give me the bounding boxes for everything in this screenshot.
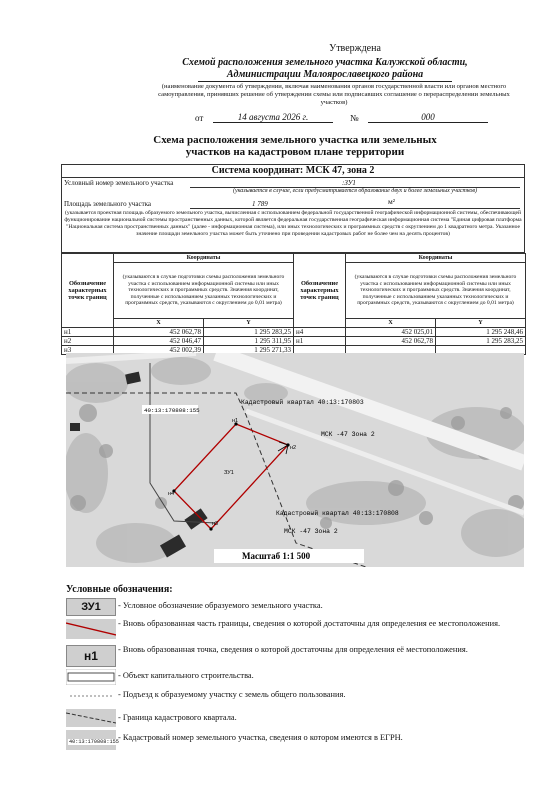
x-header-right: X <box>346 319 436 328</box>
coords-note-right: (указываются в случае подготовки схемы расположения земельного участка с использованием информационной системы или иных технологических и программных средств. Значения координат, полученные с использованием указанных технологических и программных средств, указываются с округлением до 0,01 метра) <box>346 263 526 319</box>
page-title <box>100 134 490 158</box>
x-header-left: X <box>114 319 204 328</box>
neighbour-parcel-boundary <box>150 363 216 523</box>
parcel-value: :ЗУ1 <box>190 179 520 188</box>
point-id: н4 <box>294 328 346 337</box>
legend-symbol-cad-number: 40:13:170808:155 <box>69 739 119 745</box>
coord-system: Система координат: МСК 47, зона 2 <box>61 165 525 178</box>
area-label: Площадь земельного участка <box>64 200 152 208</box>
approved-label: Утверждена <box>329 43 381 54</box>
title-line1: Схема расположения земельного участка или земельных <box>153 134 437 146</box>
point-id: н3 <box>62 346 114 355</box>
map-drawing <box>66 353 524 567</box>
map-cad-number: 40:13:170808:155 <box>144 407 200 414</box>
coordinates-table <box>61 253 526 355</box>
area-value: 1 789 <box>190 200 520 209</box>
map-point-n4: н4 <box>168 491 175 497</box>
coords-header-left: Координаты <box>114 254 294 263</box>
doc-name-line1: Схемой расположения земельного участка Калужской области, <box>182 57 468 68</box>
map-msk-bottom: МСК -47 Зона 2 <box>284 528 338 535</box>
parcel-label: Условный номер земельного участка <box>64 179 174 187</box>
cadastral-map <box>66 353 524 567</box>
coords-note-left: (указываются в случае подготовки схемы расположения земельного участка с использованием информационной системы или иных технологических и программных средств. Значения координат, полученные с использованием указанных технологических и программных средств, указываются с округлением до 0,01 метра) <box>114 263 294 319</box>
parcel-boundary <box>174 424 288 529</box>
legend-symbol-zu1: ЗУ1 <box>66 598 116 616</box>
legend-text-building: - Объект капитального строительства. <box>118 671 254 680</box>
map-point-n1: н1 <box>232 418 239 424</box>
point-id: н1 <box>294 337 346 346</box>
legend-text-new-border: - Вновь образованная часть границы, сведения о которой достаточны для определения ее местоположения. <box>118 619 501 628</box>
coords-header-right: Координаты <box>346 254 526 263</box>
map-parcel-label: ЗУ1 <box>224 470 234 476</box>
map-point-n2: н2 <box>290 445 297 451</box>
legend-text-access: - Подъезд к образуемому участку с земель общего пользования. <box>118 690 346 699</box>
doc-name-note: (наименование документа об утверждении, включая наименования органов государственной власти или органов местного самоуправления, принявших решение об утверждении схемы или подписавших соглашение о перераспределении земельных участков) <box>158 83 510 106</box>
point-header-left: Обозначение характерных точек границ <box>62 254 114 328</box>
legend-symbol-new-point: н1 <box>66 645 116 667</box>
doc-name <box>170 57 480 82</box>
title-line2: участков на кадастровом плане территории <box>185 146 405 158</box>
area-note: (указывается проектная площадь образуемого земельного участка, вычисленная с использованием федеральной государственной географической информационной системы, обеспечивающей функционирование национальной системы пространственных данных, которой является федеральная государственная географическая информационная система "Единая цифровая платформа "Национальная система пространственных данных" (далее - информационная система), или иных технологических и программных средств с округлением до 1 квадратного метра. Указанное значение площади земельного участка может быть уточнено при проведении кадастровых работ не более чем на десять процентов) <box>64 210 522 237</box>
point-x: 452 062,78 <box>114 328 204 337</box>
number-label: № <box>350 113 359 123</box>
point-x: 452 062,78 <box>346 337 436 346</box>
y-header-right: Y <box>436 319 526 328</box>
y-header-left: Y <box>204 319 294 328</box>
point-y: 1 295 271,33 <box>204 346 294 355</box>
map-cad-quarter-bottom: Кадастровый квартал 40:13:170808 <box>276 510 399 517</box>
table-row <box>62 337 526 346</box>
point-id: н2 <box>62 337 114 346</box>
point-x: 452 025,01 <box>346 328 436 337</box>
map-scale: Масштаб 1:1 500 <box>242 551 311 561</box>
table-row <box>62 328 526 337</box>
point-header-right: Обозначение характерных точек границ <box>294 254 346 328</box>
legend-symbol-new-border <box>66 619 116 639</box>
parcel-note: (указывается в случае, если предусматривается образование двух и более земельных участков) <box>232 188 478 194</box>
point-y: 1 295 248,46 <box>436 328 526 337</box>
legend-text-quarter-border: - Граница кадастрового квартала. <box>118 713 237 722</box>
approval-number: 000 <box>368 112 488 123</box>
map-cad-quarter-top: Кадастровый квартал 40:13:170803 <box>241 399 364 406</box>
legend-text-zu1: - Условное обозначение образуемого земельного участка. <box>118 601 323 610</box>
legend-text-new-point: - Вновь образованная точка, сведения о которой достаточны для определения её местоположения. <box>118 645 468 654</box>
point-y: 1 295 283,25 <box>204 328 294 337</box>
legend-symbol-quarter-border <box>66 709 116 727</box>
legend-text-cad-number: - Кадастровый номер земельного участка, сведения о котором имеются в ЕГРН. <box>118 733 403 742</box>
area-unit: м² <box>388 197 395 206</box>
point-y: 1 295 283,25 <box>436 337 526 346</box>
doc-name-line2: Администрации Малоярославецкого района <box>198 69 452 82</box>
map-msk-top: МСК -47 Зона 2 <box>321 431 375 438</box>
point-y: 1 295 311,95 <box>204 337 294 346</box>
approval-date: 14 августа 2026 г. <box>213 112 333 123</box>
legend-symbol-cad-number-box <box>66 730 119 750</box>
legend-symbol-access <box>66 687 116 705</box>
point-id: н1 <box>62 328 114 337</box>
point-x: 452 046,47 <box>114 337 204 346</box>
from-label: от <box>195 113 204 123</box>
map-point-n3: н3 <box>212 521 219 527</box>
legend-symbol-building <box>66 669 116 685</box>
legend-title: Условные обозначения: <box>66 584 173 595</box>
point-x: 452 002,39 <box>114 346 204 355</box>
